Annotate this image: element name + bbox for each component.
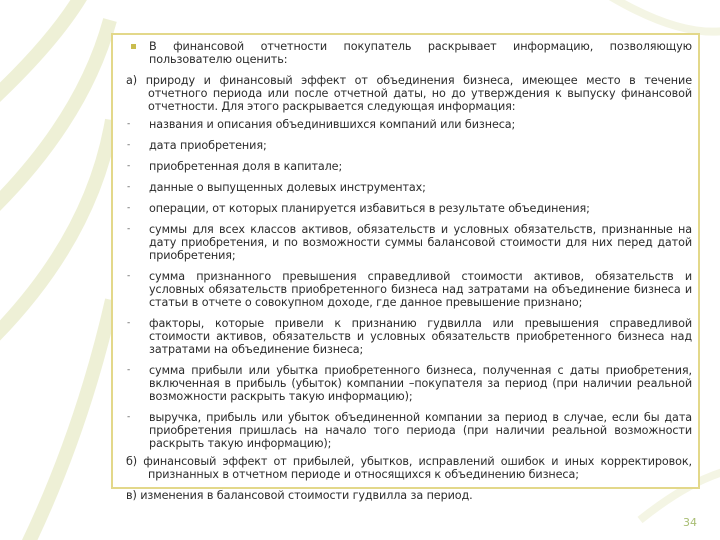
sub-list-item [126,202,692,215]
intro-text: В финансовой отчетности покупатель раскрывает информацию, позволяющую пользователю оценить: [149,40,692,66]
dash-bullet-icon: - [127,182,131,192]
sub-list-item [126,317,692,356]
sub-item-text: приобретенная доля в капитале; [149,160,343,173]
item-letter: в) [126,489,137,502]
sub-item-text: операции, от которых планируется избавиться в результате объединения; [149,202,590,215]
sub-item-text: факторы, которые привели к признанию гудвилла или превышения справедливой стоимости активов, обязательств и условных обязательств приобретенного бизнеса над затратами на объединение бизнеса; [149,317,692,356]
item-text: финансовый эффект от прибылей, убытков, исправлений ошибок и иных корректировок, признанных в отчетном периоде и относящихся к объединению бизнеса; [143,455,692,481]
sub-list-item [126,364,692,403]
item-text: природу и финансовый эффект от объединения бизнеса, имеющее место в течение отчетного периода или после отчетной даты, но до утверждения к выпуску финансовой отчетности. Для этого раскрывается следующая информация: [145,74,692,113]
item-letter: б) [126,455,138,468]
sub-list-item [126,118,692,131]
sub-list-item [126,270,692,309]
list-item-a [126,74,692,113]
sub-list-item [126,181,692,194]
sub-item-text: названия и описания объединившихся компаний или бизнеса; [149,118,516,131]
sub-list-item [126,411,692,450]
square-bullet-icon [131,44,136,49]
sub-item-text: суммы для всех классов активов, обязательств и условных обязательств, признанные на дату приобретения, и по возможности суммы балансовой стоимости для них перед датой приобретения; [149,223,692,262]
sub-item-text: сумма признанного превышения справедливой стоимости активов, обязательств и условных обязательств приобретенного бизнеса над затратами на объединение бизнеса и статьи в отчете о совокупном доходе, где данное превышение признано; [149,270,692,309]
dash-bullet-icon: - [127,412,131,422]
slide-content [126,40,692,502]
list-item-c [126,489,692,502]
sub-list-item [126,160,692,173]
sub-list-item [126,223,692,262]
dash-bullet-icon: - [127,224,131,234]
dash-bullet-icon: - [127,119,131,129]
dash-bullet-icon: - [127,161,131,171]
dash-bullet-icon: - [127,140,131,150]
dash-bullet-icon: - [127,318,131,328]
dash-bullet-icon: - [127,203,131,213]
sub-item-text: данные о выпущенных долевых инструментах; [149,181,426,194]
list-item-b [126,455,692,481]
item-letter: а) [126,74,138,87]
sub-list-item [126,139,692,152]
page-number: 34 [683,516,697,529]
item-text: изменения в балансовой стоимости гудвилла за период. [140,489,473,502]
sub-item-text: выручка, прибыль или убыток объединенной компании за период в случае, если бы дата приобретения пришлась на начало того периода (при наличии реальной возможности раскрыть такую информацию); [149,411,692,450]
dash-bullet-icon: - [127,271,131,281]
intro-bullet [126,40,692,66]
sub-item-text: дата приобретения; [149,139,267,152]
dash-bullet-icon: - [127,365,131,375]
sub-item-text: сумма прибыли или убытка приобретенного бизнеса, полученная с даты приобретения, включенная в прибыль (убыток) компании –покупателя за период (при наличии реальной возможности раскрыть такую информацию); [149,364,692,403]
